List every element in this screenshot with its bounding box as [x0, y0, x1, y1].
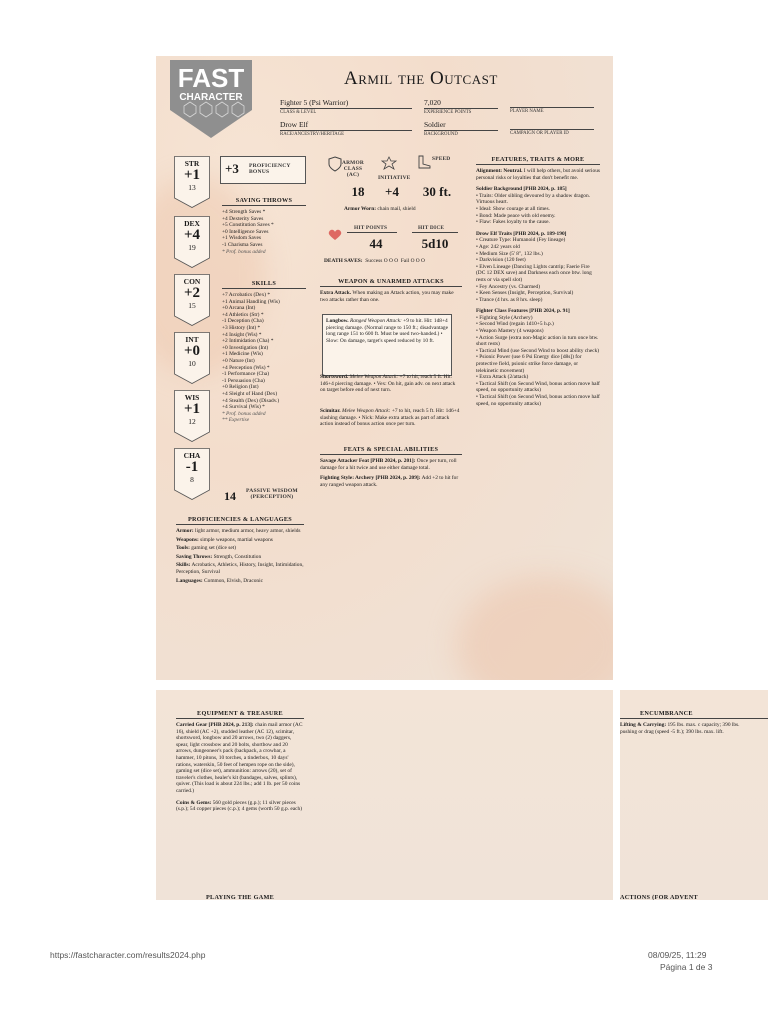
initiative-label: INITIATIVE [378, 175, 411, 181]
speed-label: SPEED [432, 156, 451, 162]
armor-proficiency: Armor: light armor, medium armor, heavy armor, shields [176, 528, 301, 534]
skill-item: +7 Acrobatics (Dex) * [222, 292, 271, 298]
ability-modifier: -1 [185, 459, 199, 475]
feature-item: • Action Surge (extra non-Magic action in turn once btw. short rests) [476, 334, 599, 348]
hit-dice-value: 5d10 [421, 236, 449, 251]
alignment: Alignment: Neutral. I will help others, but avoid serious personal risks or loyalties that don't benefit me. [476, 168, 600, 181]
skill-item: +0 Investigation (Int) [222, 344, 269, 351]
speed-icon [416, 154, 432, 175]
tool-proficiency: Tools: gaming set (dice set) [176, 545, 237, 552]
proficiency-bonus-box [220, 156, 306, 184]
trait-item: • Elven Lineage (Dancing Lights cantrip; Faerie Fire (DC 12 DEX save) and Darkness each once btw. long rests or via spell slot) [476, 263, 592, 283]
campaign-field [510, 120, 594, 136]
trait-item: • Fey Ancestry (vs. Charmed) [476, 283, 541, 290]
ability-name: INT [185, 335, 199, 344]
weapons-section [320, 278, 462, 303]
ability-name: WIS [184, 393, 200, 402]
skill-proficiency: Skills: Acrobatics, Athletics, History, Insight, Intimidation, Perception, Survival [176, 562, 304, 575]
features-section [476, 156, 600, 407]
ability-str [174, 156, 210, 208]
campaign-label: CAMPAIGN OR PLAYER ID [510, 131, 569, 136]
ability-int [174, 332, 210, 384]
print-datetime: 08/09/25, 11:29 [648, 950, 707, 960]
ability-modifier: +4 [183, 227, 201, 243]
saving-throws-title: SAVING THROWS [222, 197, 306, 206]
saving-throws-list [222, 209, 306, 249]
ability-modifier: +1 [183, 401, 201, 417]
saving-throw-item: +5 Constitution Saves * [222, 222, 274, 229]
skill-item: +1 Animal Handling (Wis) [222, 298, 280, 305]
feature-item: • Tactical Shift (on Second Wind, bonus action move half speed, no opportunity attacks) [476, 394, 600, 407]
class-level-value: Fighter 5 (Psi Warrior) [280, 98, 412, 109]
saving-throw-item: +4 Dexterity Saves [222, 215, 264, 222]
skill-item: -1 Deception (Cha) [222, 318, 264, 325]
ability-name: STR [184, 159, 200, 168]
drow-traits-title: Drow Elf Traits [PHB 2024, p. 189-190] [476, 230, 567, 237]
soldier-background-title: Soldier Background [PHB 2024, p. 185] [476, 186, 567, 193]
armor-class-value: 18 [351, 184, 365, 199]
skill-item: +4 Sleight of Hand (Dex) [222, 390, 278, 397]
passive-perception [224, 487, 236, 505]
fighter-features-list [476, 315, 600, 407]
watercolor-stain [456, 576, 613, 680]
skill-item: +4 Insight (Wis) * [222, 331, 262, 338]
trait-item: • Creature Type: Humanoid (Fey lineage) [476, 237, 566, 244]
ability-modifier: +2 [183, 285, 201, 301]
trait-item: • Trance (4 hrs. as 8 hrs. sleep) [476, 296, 543, 303]
ability-wis [174, 390, 210, 442]
trait-item: • Age: 242 years old [476, 243, 520, 250]
skill-item: +4 Perception (Wis) * [222, 364, 270, 371]
feature-item: • Extra Attack (2/attack) [476, 374, 529, 381]
scimitar-attack: Scimitar. Melee Weapon Attack: +7 to hit, reach 5 ft. Hit: 1d6+4 slashing damage. • Nick: Make extra attack as part of attack action instead of bonus action once per turn. [320, 408, 460, 428]
skill-item: +0 Nature (Int) [222, 357, 255, 364]
background-value: Soldier [424, 120, 498, 131]
longbow-attack: Longbow. Ranged Weapon Attack: +9 to hit. Hit: 1d8+4 piercing damage. (Normal range to 150 ft.; disadvantage long range 151 to 600 ft. Must be used two-handed.) • Slow: On damage, target's speed reduced by 10 ft. [326, 318, 448, 344]
feature-item: • Weapon Mastery (4 weapons) [476, 328, 544, 335]
carried-gear: Carried Gear [PHB 2024, p. 213]: chain mail armor (AC 16), shield (AC +2), studded leather (AC 12), scimitar, shortsword, longbow and 20 arrows, two (2) daggers, spear, light crossbow and 20 bolts, shortbow and 20 arrows, dungeoneer's pack (backpack, a crowbar, a hammer, 10 pitons, 10 torches, a tinderbox, 10 days' rations, waterskin, 50 feet of hempen rope on the side), gaming set (dice set), ammunition: arrows (20), set of traveler's clothes, healer's kit (bandages, salves, splints), quiver. (This load is about 224 lbs.; add 1 lb. per 50 coins carried.) [176, 722, 303, 794]
class-level-label: CLASS & LEVEL [280, 110, 317, 115]
character-name: Armil the Outcast [344, 68, 498, 89]
xp-label: EXPERIENCE POINTS [424, 110, 472, 115]
trait-item: • Darkvision (120 feet) [476, 257, 526, 264]
coins-gems: Coins & Gems: 560 gold pieces (g.p.); 11 silver pieces (s.p.); 54 copper pieces (c.p.); 4 gems (worth 50 g.p. each) [176, 799, 303, 813]
trait-item: • Ideal: Show courage at all times. [476, 205, 550, 212]
ability-score: 19 [188, 243, 196, 252]
feature-item: • Fighting Style (Archery) [476, 314, 533, 321]
hit-points-label: HIT POINTS [354, 225, 388, 231]
race-value: Drow Elf [280, 120, 412, 131]
race-label: RACE/ANCESTRY/HERITAGE [280, 132, 345, 137]
encumbrance-section [620, 710, 768, 735]
fighter-features-title: Fighter Class Features [PHB 2024, p. 91] [476, 308, 570, 315]
weapon-proficiency: Weapons: simple weapons, martial weapons [176, 536, 273, 543]
feature-item: • Tactical Mind (use Second Wind to boost ability check) [476, 347, 600, 354]
passive-perception-value: 14 [224, 489, 236, 503]
skill-item: +4 Survival (Wis) * [222, 404, 265, 411]
heart-icon [328, 228, 342, 246]
skill-item: -1 Persuasion (Cha) [222, 377, 265, 384]
playing-the-game-heading: PLAYING THE GAME [205, 894, 275, 900]
saving-throw-item: +1 Wisdom Saves [222, 235, 261, 242]
actions-heading: ACTIONS (FOR ADVENT [620, 894, 698, 900]
shortsword-attack: Shortsword. Melee Weapon Attack: +7 to hit, reach 5 ft. Hit: 1d6+4 piercing damage. • Vex: On hit, gain adv. on next attack on target before end of next turn. [320, 374, 456, 394]
extra-attack: Extra Attack. When making an Attack action, you may make two attacks rather than one. [320, 290, 454, 303]
logo-line1: FAST [177, 63, 245, 93]
features-title: FEATURES, TRAITS & MORE [476, 156, 600, 165]
saving-throw-item: +0 Intelligence Saves [222, 228, 269, 235]
hit-points-value: 44 [369, 236, 383, 251]
proficiency-bonus-value: +3 [225, 161, 239, 176]
logo-line2: CHARACTER [179, 92, 243, 103]
ability-score: 13 [188, 183, 196, 192]
skill-item: -1 Performance (Cha) [222, 371, 269, 378]
weapons-title: WEAPON & UNARMED ATTACKS [320, 278, 462, 287]
background-label: BACKGROUND [424, 132, 458, 137]
death-saves: DEATH SAVES: Success O O O Fail O O O [324, 258, 425, 264]
encumbrance-page [620, 690, 768, 900]
ability-cha [174, 448, 210, 500]
feats-title: FEATS & SPECIAL ABILITIES [320, 446, 462, 455]
ability-score: 12 [188, 417, 196, 426]
saving-throw-proficiency: Saving Throws: Strength, Constitution [176, 553, 262, 560]
initiative-value: +4 [385, 184, 399, 199]
xp-field [424, 98, 498, 115]
armor-class-label: ARMOR CLASS (AC) [342, 160, 364, 178]
skill-item: +1 Medicine (Wis) [222, 351, 263, 358]
equipment-title: EQUIPMENT & TREASURE [176, 710, 304, 719]
ability-score: 8 [190, 475, 194, 484]
soldier-background-list [476, 193, 600, 226]
character-sheet-page [156, 56, 613, 680]
skills-section [222, 280, 306, 424]
ability-score: 10 [188, 359, 196, 368]
armor-worn: Armor Worn: chain mail, shield [344, 206, 416, 212]
skills-list [222, 292, 306, 411]
background-field [424, 120, 498, 137]
feature-item: • Tactical Shift (on Second Wind, bonus action move half speed, no opportunity attacks) [476, 380, 600, 394]
skills-note-prof: * Prof. bonus added [222, 410, 266, 417]
savage-attacker-feat: Savage Attacker Feat [PHB 2024, p. 201]: Once per turn, roll damage for a hit twice and use either damage total. [320, 458, 457, 471]
longbow-box [322, 314, 452, 376]
death-success-circles: O O O [383, 258, 399, 264]
ability-dex [174, 216, 210, 268]
trait-item: • Keen Senses (Insight, Perception, Survival) [476, 290, 574, 297]
drow-traits-list [476, 237, 600, 303]
armor-class-icon [328, 156, 342, 177]
class-level-field [280, 98, 412, 115]
saving-throws-note: * Prof. bonus added [222, 248, 266, 255]
page-url: https://fastcharacter.com/results2024.php [50, 950, 206, 960]
archery-fighting-style: Fighting Style: Archery [PHB 2024, p. 209]: Add +2 to hit for any ranged weapon attack. [320, 475, 459, 488]
death-fail-circles: O O O [410, 258, 425, 264]
skill-item: +2 Intimidation (Cha) * [222, 338, 274, 345]
skills-note-expertise: ** Expertise [222, 417, 250, 424]
page-number: Página 1 de 3 [660, 962, 713, 972]
trait-item: • Flaw: Fakes loyalty to the cause. [476, 219, 550, 226]
proficiencies-title: PROFICIENCIES & LANGUAGES [176, 516, 304, 525]
ability-modifier: +0 [183, 343, 201, 359]
ability-modifier: +1 [183, 167, 201, 183]
ability-score: 15 [188, 301, 196, 310]
speed-value: 30 ft. [422, 184, 452, 199]
proficiency-bonus-label: PROFICIENCY BONUS [249, 163, 291, 175]
encumbrance-title: ENCUMBRANCE [620, 710, 768, 719]
ability-name: CHA [183, 451, 201, 460]
saving-throw-item: -1 Charisma Saves [222, 241, 263, 248]
proficiencies-section [176, 516, 304, 584]
xp-value: 7,020 [424, 98, 498, 109]
feats-section [320, 446, 462, 488]
skill-item: +0 Arcana (Int) [222, 305, 256, 312]
ability-name: DEX [184, 219, 200, 228]
skill-item: +4 Stealth (Dex) (Disadv.) [222, 397, 280, 404]
feature-item: • Psionic Power (use 6 Psi Energy dice [d8s]) for protective field, psionic strike force damage, or telekinetic movement) [476, 354, 582, 374]
hit-dice-label: HIT DICE [418, 225, 445, 231]
skill-item: +3 History (Int) * [222, 324, 261, 331]
passive-perception-label: PASSIVE WISDOM (PERCEPTION) [246, 488, 298, 500]
saving-throws-section [222, 197, 306, 255]
saving-throw-item: +4 Strength Saves * [222, 209, 266, 215]
trait-item: • Traits: Older sibling devoured by a shadow dragon. Virtuous heart. [476, 192, 591, 206]
languages: Languages: Common, Elvish, Draconic [176, 577, 264, 584]
race-field [280, 120, 412, 137]
ability-con [174, 274, 210, 326]
equipment-page [156, 690, 613, 900]
skill-item: +0 Religion (Int) [222, 384, 259, 391]
trait-item: • Bond: Made peace with old enemy. [476, 212, 556, 219]
lifting-carrying: Lifting & Carrying: 195 lbs. max. c capacity; 390 lbs. pushing or drag (speed -5 ft.); 390 lbs. max. lift. [620, 722, 740, 735]
feature-item: • Second Wind (regain 1d10+5 h.p.) [476, 321, 554, 328]
equipment-section [176, 710, 304, 813]
skills-title: SKILLS [222, 280, 306, 289]
skill-item: +4 Athletics (Str) * [222, 311, 264, 318]
player-name-label: PLAYER NAME [510, 109, 544, 114]
fast-character-logo [170, 60, 252, 138]
initiative-icon [381, 156, 397, 175]
ability-name: CON [183, 277, 201, 286]
trait-item: • Medium Size (5' 8", 132 lbs.) [476, 250, 543, 257]
player-name-field [510, 98, 594, 114]
